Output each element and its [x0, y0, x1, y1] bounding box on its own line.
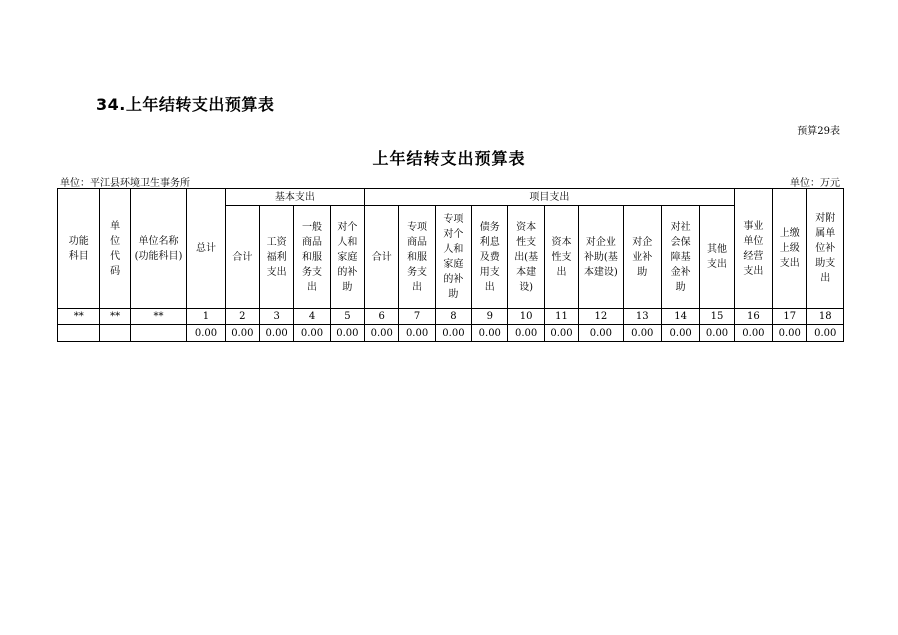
header-unit-name: 单位名称(功能科目) [130, 189, 187, 309]
header-upper: 上缴上级支出 [773, 189, 807, 309]
code-cell: 14 [661, 309, 699, 325]
header-project-cell: 合计 [365, 206, 399, 309]
header-project-cell: 债务利息及费用支出 [472, 206, 508, 309]
header-project-cell: 专项对个人和家庭的补助 [435, 206, 471, 309]
code-cell: ** [130, 309, 187, 325]
budget-table [57, 188, 844, 342]
value-cell: 0.00 [472, 325, 508, 342]
code-cell: 15 [700, 309, 734, 325]
code-cell: 2 [225, 309, 259, 325]
value-cell: 0.00 [734, 325, 772, 342]
value-cell: 0.00 [661, 325, 699, 342]
code-cell: 8 [435, 309, 471, 325]
header-group-row [58, 189, 844, 206]
header-affiliated: 对附属单位补助支出 [807, 189, 844, 309]
value-cell: 0.00 [773, 325, 807, 342]
value-row [58, 325, 844, 342]
header-project-cell: 对企业补助 [623, 206, 661, 309]
value-cell: 0.00 [807, 325, 844, 342]
currency-unit-label: 单位：万元 [790, 178, 840, 189]
unit-name-label: 单位：平江县环境卫生事务所 [60, 178, 190, 189]
value-cell [130, 325, 187, 342]
header-project-cell: 对社会保障基金补助 [661, 206, 699, 309]
header-project-group: 项目支出 [365, 189, 735, 206]
value-cell: 0.00 [508, 325, 544, 342]
value-cell: 0.00 [187, 325, 225, 342]
code-cell: 16 [734, 309, 772, 325]
header-basic-cell: 合计 [225, 206, 259, 309]
code-cell: 1 [187, 309, 225, 325]
header-basic-cell: 对个人和家庭的补助 [330, 206, 364, 309]
header-business: 事业单位经营支出 [734, 189, 772, 309]
header-total: 总计 [187, 189, 225, 309]
value-cell: 0.00 [700, 325, 734, 342]
header-project-cell: 对企业补助(基本建设) [579, 206, 623, 309]
code-cell: 9 [472, 309, 508, 325]
header-project-cell: 资本性支出(基本建设) [508, 206, 544, 309]
header-basic-group: 基本支出 [225, 189, 364, 206]
header-basic-cell: 工资福利支出 [260, 206, 294, 309]
code-cell: 6 [365, 309, 399, 325]
header-unit-code: 单位代码 [100, 189, 130, 309]
header-project-cell: 资本性支出 [544, 206, 578, 309]
value-cell: 0.00 [225, 325, 259, 342]
value-cell: 0.00 [294, 325, 330, 342]
table-title: 上年结转支出预算表 [372, 149, 526, 168]
value-cell: 0.00 [435, 325, 471, 342]
value-cell: 0.00 [544, 325, 578, 342]
header-basic-cell: 一般商品和服务支出 [294, 206, 330, 309]
header-func-subject: 功能科目 [58, 189, 100, 309]
code-cell: 12 [579, 309, 623, 325]
value-cell: 0.00 [579, 325, 623, 342]
code-cell: 18 [807, 309, 844, 325]
code-cell: 7 [399, 309, 435, 325]
value-cell: 0.00 [399, 325, 435, 342]
value-cell: 0.00 [365, 325, 399, 342]
value-cell: 0.00 [260, 325, 294, 342]
section-title: 34.上年结转支出预算表 [96, 95, 275, 114]
code-cell: 5 [330, 309, 364, 325]
code-cell: 3 [260, 309, 294, 325]
value-cell [58, 325, 100, 342]
code-cell: 4 [294, 309, 330, 325]
header-project-cell: 其他支出 [700, 206, 734, 309]
value-cell [100, 325, 130, 342]
header-project-cell: 专项商品和服务支出 [399, 206, 435, 309]
code-cell: ** [58, 309, 100, 325]
table-number: 预算29表 [797, 126, 840, 137]
code-cell: 11 [544, 309, 578, 325]
value-cell: 0.00 [623, 325, 661, 342]
code-cell: 17 [773, 309, 807, 325]
column-code-row [58, 309, 844, 325]
code-cell: ** [100, 309, 130, 325]
value-cell: 0.00 [330, 325, 364, 342]
code-cell: 13 [623, 309, 661, 325]
code-cell: 10 [508, 309, 544, 325]
